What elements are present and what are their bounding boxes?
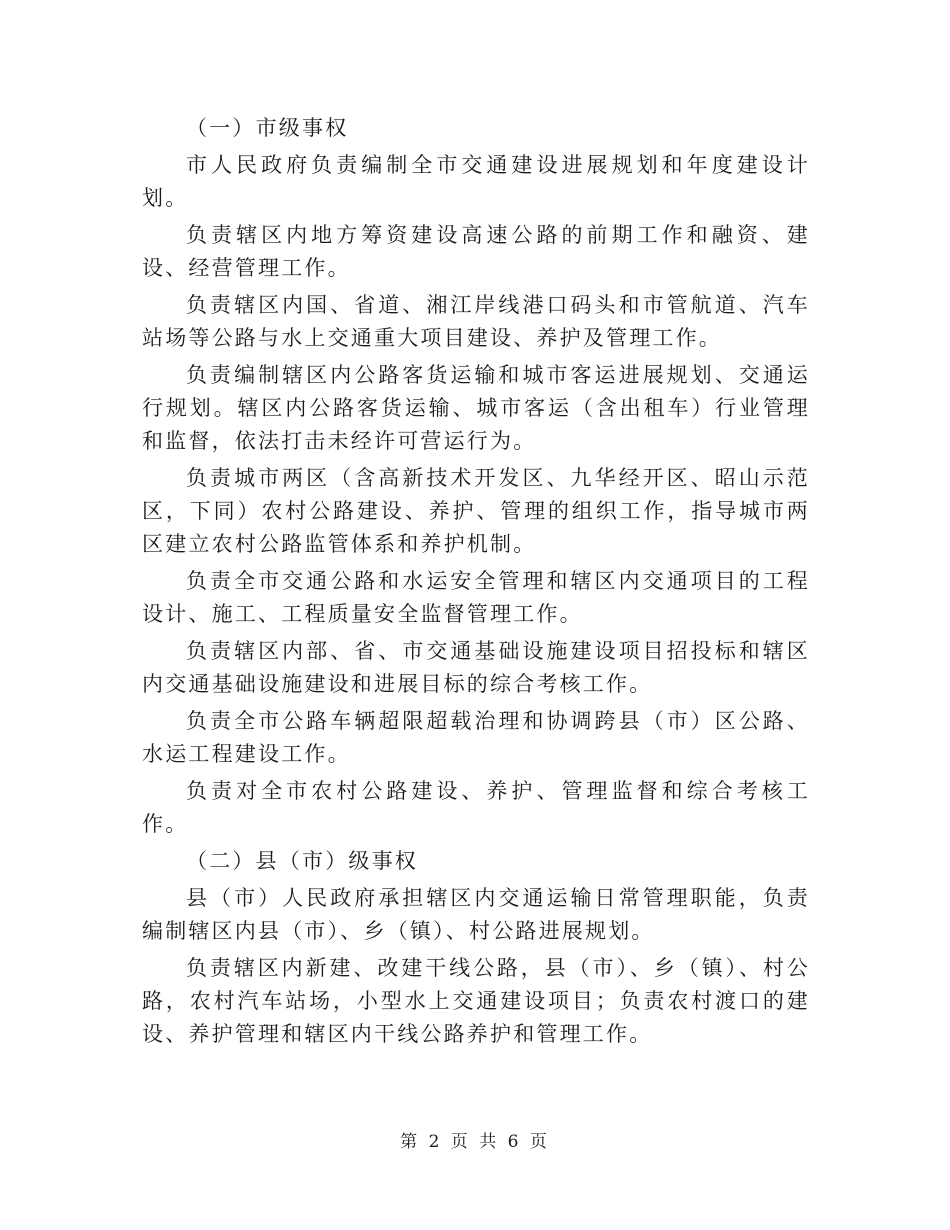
paragraph: 市人民政府负责编制全市交通建设进展规划和年度建设计划。: [142, 153, 810, 210]
paragraph: 负责辖区内新建、改建干线公路，县（市）、乡（镇）、村公路，农村汽车站场，小型水上交通建设项目；负责农村渡口的建设、养护管理和辖区内干线公路养护和管理工作。: [142, 956, 810, 1046]
document-body: [142, 112, 810, 1055]
paragraph: 负责全市交通公路和水运安全管理和辖区内交通项目的工程设计、施工、工程质量安全监督管理工作。: [142, 569, 810, 626]
section-heading-county: （二）县（市）级事权: [186, 849, 418, 873]
page-number-footer: 第 2 页 共 6 页: [400, 1132, 550, 1152]
paragraph: 负责辖区内国、省道、湘江岸线港口码头和市管航道、汽车站场等公路与水上交通重大项目建设、养护及管理工作。: [142, 293, 810, 350]
paragraph: 负责辖区内部、省、市交通基础设施建设项目招投标和辖区内交通基础设施建设和进展目标的综合考核工作。: [142, 639, 810, 696]
paragraph: 负责辖区内地方筹资建设高速公路的前期工作和融资、建设、经营管理工作。: [142, 223, 810, 280]
section-heading-city: （一）市级事权: [186, 116, 349, 140]
paragraph: 县（市）人民政府承担辖区内交通运输日常管理职能，负责编制辖区内县（市）、乡（镇）、村公路进展规划。: [142, 886, 810, 943]
paragraph: 负责全市公路车辆超限超载治理和协调跨县（市）区公路、水运工程建设工作。: [142, 709, 810, 766]
paragraph: 负责编制辖区内公路客货运输和城市客运进展规划、交通运行规划。辖区内公路客货运输、城市客运（含出租车）行业管理和监督，依法打击未经许可营运行为。: [142, 363, 810, 453]
paragraph: 负责城市两区（含高新技术开发区、九华经开区、昭山示范区，下同）农村公路建设、养护、管理的组织工作，指导城市两区建立农村公路监管体系和养护机制。: [142, 466, 810, 556]
paragraph: 负责对全市农村公路建设、养护、管理监督和综合考核工作。: [142, 779, 810, 836]
